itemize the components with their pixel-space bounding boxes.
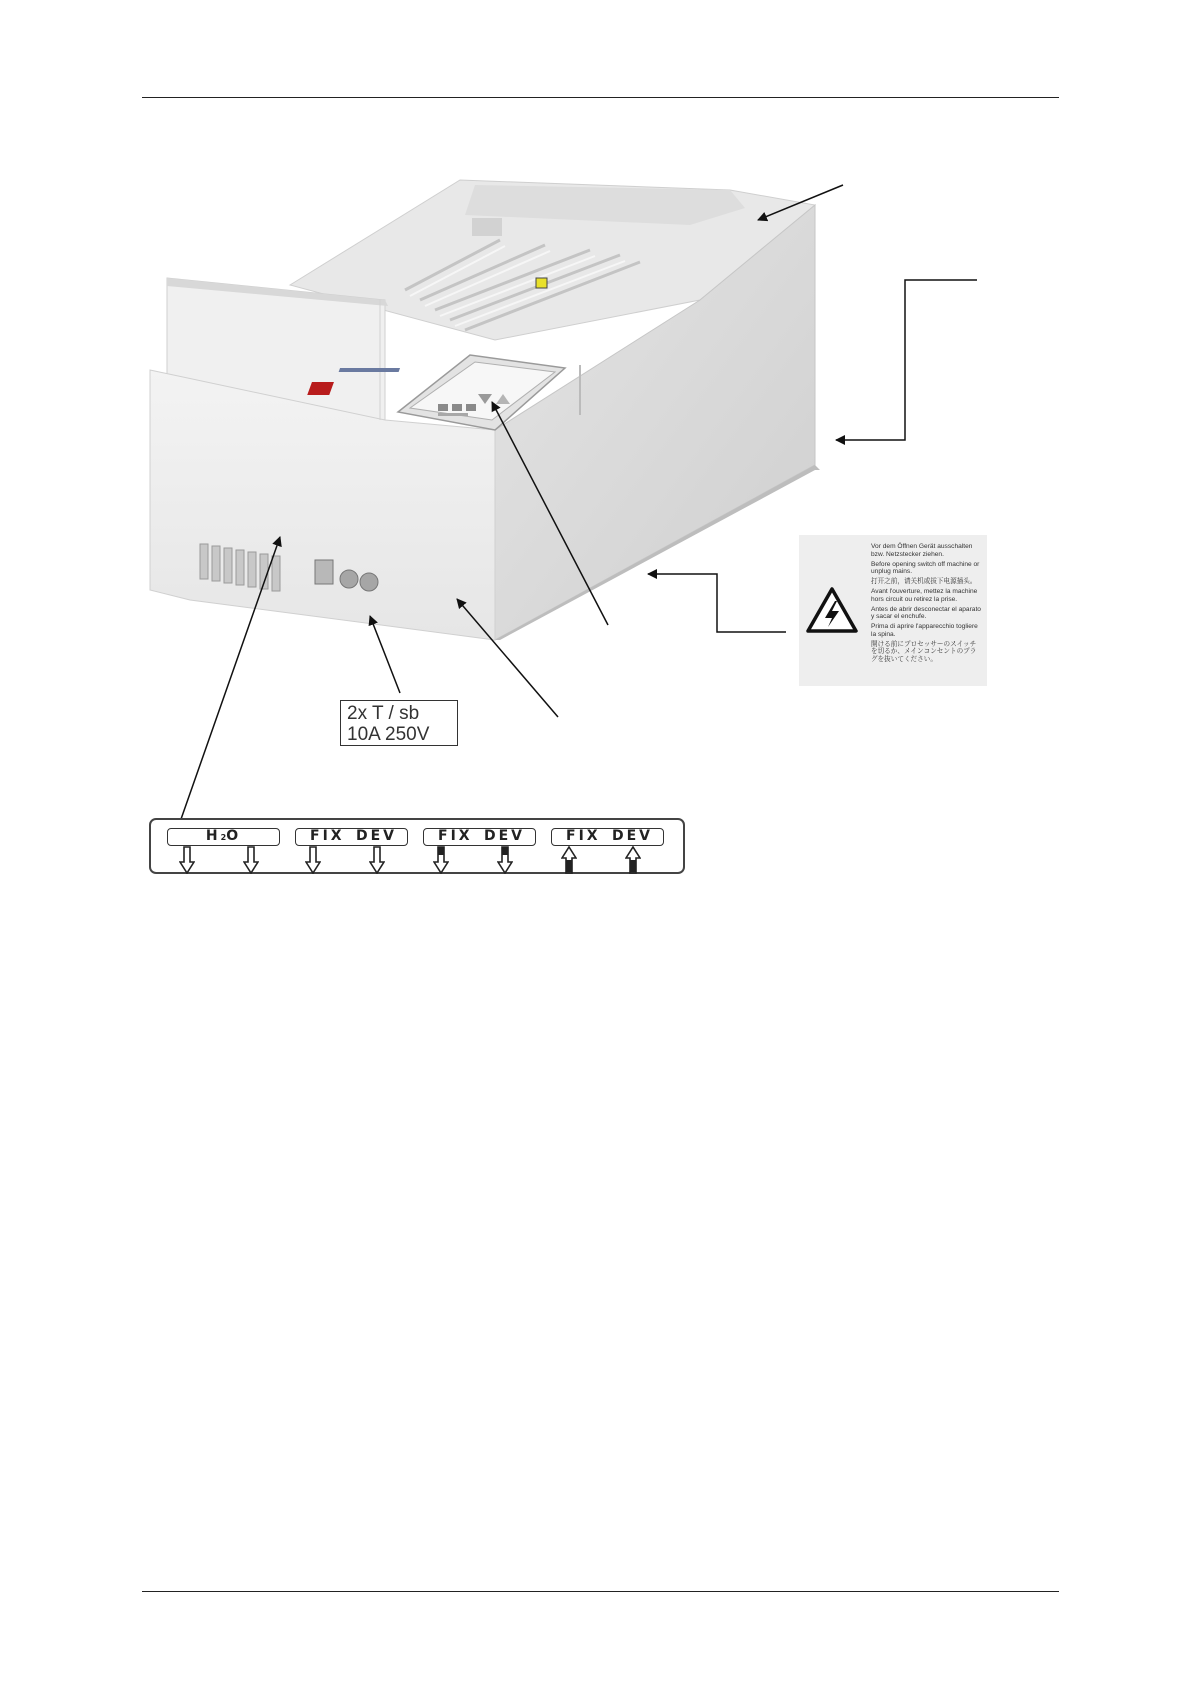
- segment-fix-dev-2: [423, 828, 536, 846]
- down-half-filled-arrow-icon: [433, 846, 449, 874]
- fuse-holder-1: [340, 570, 358, 588]
- high-voltage-warning-icon: [806, 587, 858, 633]
- segment-dev-label: DEV: [356, 828, 398, 844]
- indicator-sticker-icon: [536, 278, 547, 288]
- warning-line-de: Vor dem Öffnen Gerät ausschalten bzw. Netzstecker ziehen.: [871, 543, 973, 558]
- segment-fix-label: FIX: [438, 828, 473, 844]
- segment-dev-label: DEV: [484, 828, 526, 844]
- warning-line-es: Antes de abrir desconectar el aparato y sacar el enchufe.: [871, 605, 981, 621]
- warning-line-en: Before opening switch off machine or unplug mains.: [871, 560, 980, 576]
- down-outline-arrow-icon: [369, 846, 385, 874]
- fuse-spec-line-1: 2x T / sb: [347, 703, 420, 724]
- arrow-fuses: [370, 616, 400, 693]
- arrow-warning-label: [648, 574, 786, 632]
- warning-line-zh: 打开之前，请关机或拔下电源插头。: [871, 578, 977, 586]
- warning-line-ja: 開ける前にプロセッサーのスイッチを切るか、メインコンセントのプラグを抜いてください。: [871, 640, 977, 664]
- segment-fix-dev-1: [295, 828, 408, 846]
- down-outline-arrow-icon: [179, 846, 195, 874]
- segment-h2o-label: H2O: [205, 828, 242, 844]
- warning-line-it: Prima di aprire l'apparecchio togliere la spina.: [871, 623, 978, 638]
- segment-dev-label: DEV: [612, 828, 654, 844]
- fuse-spec-line-2: 10A 250V: [347, 724, 430, 745]
- warning-line-fr: Avant l'ouverture, mettez la machine hors circuit ou retirez la prise.: [871, 588, 978, 603]
- up-filled-arrow-icon: [625, 846, 641, 874]
- fuse-spec-label: [340, 700, 458, 746]
- down-outline-arrow-icon: [243, 846, 259, 874]
- arrow-right-side: [836, 280, 977, 440]
- segment-fix-label: FIX: [310, 828, 345, 844]
- down-half-filled-arrow-icon: [497, 846, 513, 874]
- connector-label-strip: [149, 818, 685, 874]
- fuse-holder-2: [360, 573, 378, 591]
- up-filled-arrow-icon: [561, 846, 577, 874]
- segment-h2o: [167, 828, 280, 846]
- segment-fix-dev-3: [551, 828, 664, 846]
- warning-label: [799, 535, 987, 686]
- down-outline-arrow-icon: [305, 846, 321, 874]
- power-switch: [315, 560, 333, 584]
- segment-fix-label: FIX: [566, 828, 601, 844]
- processor-left-front: [150, 278, 495, 640]
